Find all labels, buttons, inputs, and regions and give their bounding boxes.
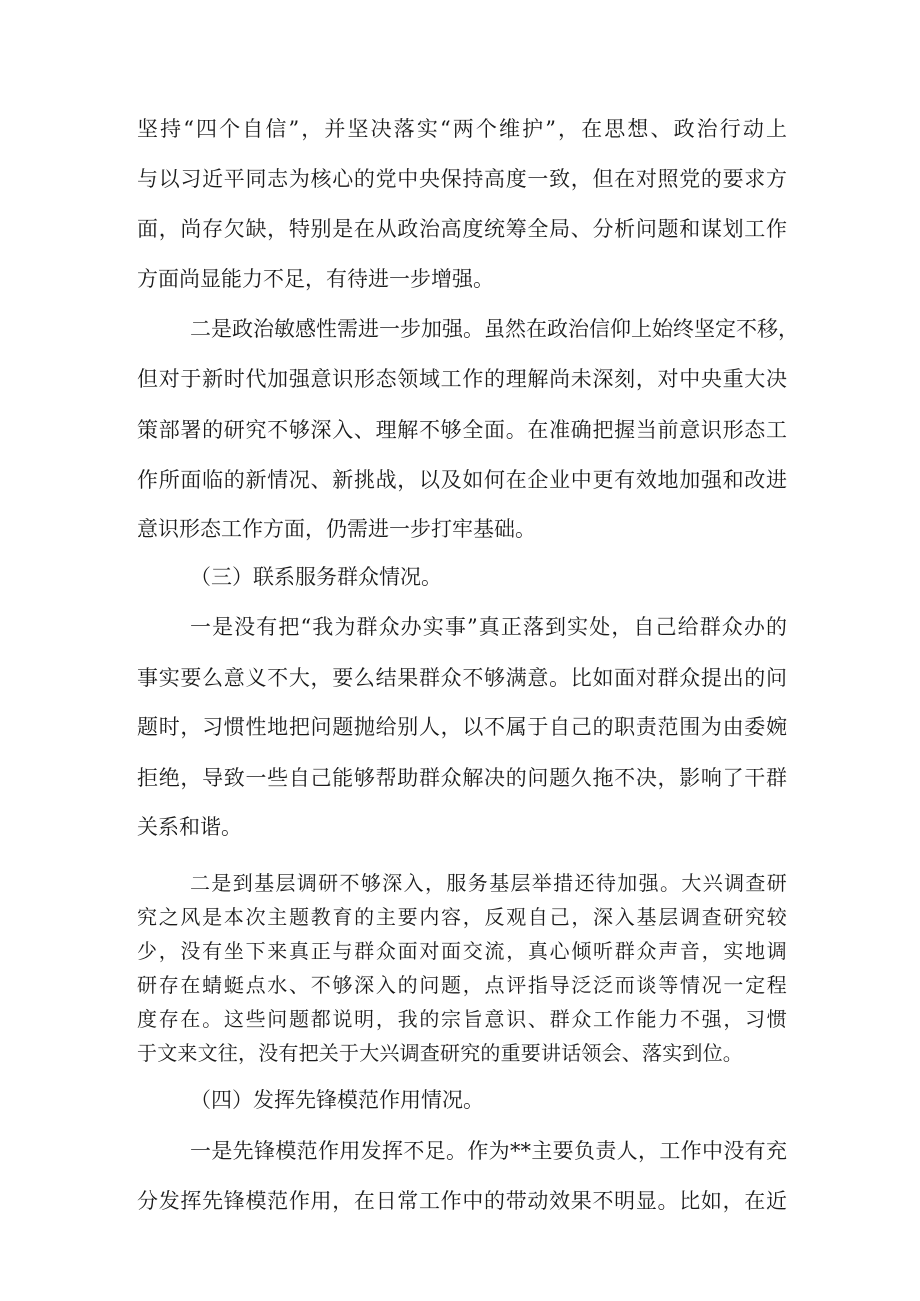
text-line: 但对于新时代加强意识形态领域工作的理解尚未深刻，对中央重大决 [137,367,787,391]
section-heading-serving-masses: （三）联系服务群众情况。 [190,565,442,589]
text-line: 拒绝，导致一些自己能够帮助群众解决的问题久拖不决，影响了干群 [137,766,787,790]
text-line: 分发挥先锋模范作用，在日常工作中的带动效果不明显。比如，在近 [137,1189,787,1213]
text-line: 面，尚存欠缺，特别是在从政治高度统筹全局、分析问题和谋划工作 [137,217,787,241]
text-line: 关系和谐。 [137,815,242,839]
text-line: 一是没有把“我为群众办实事”真正落到实处，自己给群众办的 [190,615,787,639]
text-line: 一是先锋模范作用发挥不足。作为**主要负责人，工作中没有充 [190,1139,787,1163]
text-line: 度存在。这些问题都说明，我的宗旨意识、群众工作能力不强，习惯 [137,1007,787,1031]
text-line: 事实要么意义不大，要么结果群众不够满意。比如面对群众提出的问 [137,666,787,690]
text-line: 意识形态工作方面，仍需进一步打牢基础。 [137,517,536,541]
text-line: 于文来文往，没有把关于大兴调查研究的重要讲话领会、落实到位。 [137,1041,743,1065]
text-line: 少，没有坐下来真正与群众面对面交流，真心倾听群众声音，实地调 [137,939,787,963]
text-line: 研存在蜻蜓点水、不够深入的问题，点评指导泛泛而谈等情况一定程 [137,973,787,997]
section-heading-vanguard-role: （四）发挥先锋模范作用情况。 [190,1088,484,1112]
text-line: 与以习近平同志为核心的党中央保持高度一致，但在对照党的要求方 [137,167,787,191]
text-line: 究之风是本次主题教育的主要内容，反观自己，深入基层调查研究较 [137,905,787,929]
text-line: 题时，习惯性地把问题抛给别人，以不属于自己的职责范围为由委婉 [137,715,787,739]
text-line: 二是政治敏感性需进一步加强。虽然在政治信仰上始终坚定不移， [190,317,799,341]
text-line: 二是到基层调研不够深入，服务基层举措还待加强。大兴调查研 [190,871,787,895]
text-line: 坚持“四个自信”，并坚决落实“两个维护”，在思想、政治行动上 [137,117,787,141]
text-line: 方面尚显能力不足，有待进一步增强。 [137,267,494,291]
text-line: 策部署的研究不够深入、理解不够全面。在准确把握当前意识形态工 [137,418,787,442]
text-line: 作所面临的新情况、新挑战，以及如何在企业中更有效地加强和改进 [137,468,787,492]
